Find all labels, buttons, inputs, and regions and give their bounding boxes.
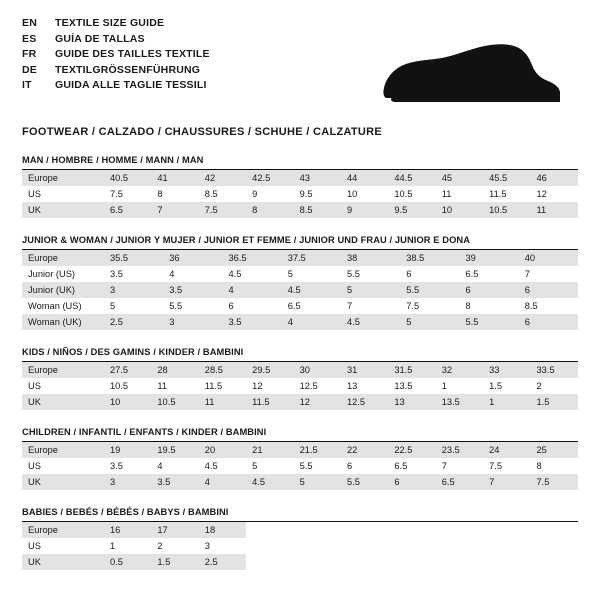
size-cell: 24 bbox=[483, 442, 530, 458]
size-cell: 5 bbox=[400, 314, 459, 330]
row-label: UK bbox=[22, 202, 104, 218]
table-row bbox=[22, 282, 578, 298]
size-table-block bbox=[22, 347, 578, 410]
size-cell: 40 bbox=[519, 250, 578, 266]
size-table bbox=[22, 522, 578, 570]
size-cell: 38.5 bbox=[400, 250, 459, 266]
size-cell: 19 bbox=[104, 442, 151, 458]
size-cell: 4 bbox=[163, 266, 222, 282]
size-cell: 2.5 bbox=[199, 554, 246, 570]
size-cell: 3.5 bbox=[151, 474, 198, 490]
table-row bbox=[22, 314, 578, 330]
language-title: GUÍA DE TALLAS bbox=[55, 32, 145, 45]
size-cell: 29.5 bbox=[246, 362, 293, 378]
size-cell: 8.5 bbox=[294, 202, 341, 218]
size-table-heading: KIDS / NIÑOS / DES GAMINS / KINDER / BAMBINI bbox=[22, 347, 578, 362]
size-cell: 5.5 bbox=[341, 474, 388, 490]
size-cell: 6 bbox=[519, 314, 578, 330]
size-cell bbox=[436, 554, 483, 570]
size-cell: 16 bbox=[104, 522, 151, 538]
size-cell: 1.5 bbox=[531, 394, 578, 410]
size-cell: 3.5 bbox=[104, 266, 163, 282]
table-row bbox=[22, 170, 578, 186]
size-cell bbox=[531, 538, 578, 554]
size-cell: 3 bbox=[104, 282, 163, 298]
size-cell: 4 bbox=[151, 458, 198, 474]
size-cell: 46 bbox=[531, 170, 578, 186]
table-row bbox=[22, 394, 578, 410]
row-label: UK bbox=[22, 474, 104, 490]
size-cell: 2 bbox=[151, 538, 198, 554]
size-cell: 6.5 bbox=[388, 458, 435, 474]
size-cell: 13 bbox=[341, 378, 388, 394]
size-cell: 1.5 bbox=[151, 554, 198, 570]
size-cell: 3.5 bbox=[104, 458, 151, 474]
size-cell: 4.5 bbox=[341, 314, 400, 330]
size-cell: 32 bbox=[436, 362, 483, 378]
size-cell: 1 bbox=[104, 538, 151, 554]
language-title: GUIDE DES TAILLES TEXTILE bbox=[55, 48, 210, 60]
size-cell bbox=[246, 554, 293, 570]
table-row bbox=[22, 250, 578, 266]
size-cell: 7.5 bbox=[199, 202, 246, 218]
size-cell: 10 bbox=[104, 394, 151, 410]
size-cell: 40.5 bbox=[104, 170, 151, 186]
size-cell: 33.5 bbox=[531, 362, 578, 378]
size-cell: 25 bbox=[531, 442, 578, 458]
table-row bbox=[22, 458, 578, 474]
language-title: GUIDA ALLE TAGLIE TESSILI bbox=[55, 79, 207, 91]
size-cell: 13.5 bbox=[388, 378, 435, 394]
size-table-heading: MAN / HOMBRE / HOMME / MANN / MAN bbox=[22, 155, 578, 170]
size-cell: 6 bbox=[400, 266, 459, 282]
size-table-heading: CHILDREN / INFANTIL / ENFANTS / KINDER / BAMBINI bbox=[22, 427, 578, 442]
size-cell bbox=[531, 554, 578, 570]
size-cell: 28.5 bbox=[199, 362, 246, 378]
size-cell bbox=[436, 522, 483, 538]
size-cell: 6.5 bbox=[104, 202, 151, 218]
size-cell bbox=[483, 554, 530, 570]
size-cell: 3.5 bbox=[223, 314, 282, 330]
size-cell: 42.5 bbox=[246, 170, 293, 186]
size-cell: 4.5 bbox=[223, 266, 282, 282]
size-cell: 11.5 bbox=[199, 378, 246, 394]
size-cell: 11 bbox=[151, 378, 198, 394]
row-label: US bbox=[22, 186, 104, 202]
size-cell: 31.5 bbox=[388, 362, 435, 378]
language-title: TEXTILE SIZE GUIDE bbox=[55, 17, 165, 29]
size-cell: 6 bbox=[519, 282, 578, 298]
size-cell: 10.5 bbox=[483, 202, 530, 218]
size-cell: 10.5 bbox=[388, 186, 435, 202]
language-row bbox=[22, 16, 352, 32]
size-cell: 12 bbox=[531, 186, 578, 202]
size-cell bbox=[246, 538, 293, 554]
size-cell: 9.5 bbox=[294, 186, 341, 202]
size-cell: 33 bbox=[483, 362, 530, 378]
size-cell: 10 bbox=[341, 186, 388, 202]
size-cell: 12 bbox=[294, 394, 341, 410]
size-cell: 44.5 bbox=[388, 170, 435, 186]
size-cell: 8 bbox=[460, 298, 519, 314]
size-cell: 31 bbox=[341, 362, 388, 378]
table-row bbox=[22, 266, 578, 282]
size-cell: 5.5 bbox=[163, 298, 222, 314]
size-cell bbox=[341, 522, 388, 538]
size-cell: 30 bbox=[294, 362, 341, 378]
size-cell bbox=[436, 538, 483, 554]
size-table-heading: BABIES / BEBÉS / BÉBÉS / BABYS / BAMBINI bbox=[22, 507, 578, 522]
size-cell: 43 bbox=[294, 170, 341, 186]
size-cell: 11 bbox=[199, 394, 246, 410]
size-cell: 21.5 bbox=[294, 442, 341, 458]
table-row bbox=[22, 186, 578, 202]
language-code: ES bbox=[22, 32, 37, 45]
size-cell: 21 bbox=[246, 442, 293, 458]
size-cell: 5.5 bbox=[294, 458, 341, 474]
size-cell: 8 bbox=[246, 202, 293, 218]
size-cell bbox=[294, 522, 341, 538]
size-cell: 6 bbox=[388, 474, 435, 490]
size-cell: 39 bbox=[460, 250, 519, 266]
size-cell: 5 bbox=[282, 266, 341, 282]
size-cell: 8 bbox=[531, 458, 578, 474]
size-cell bbox=[294, 538, 341, 554]
size-cell: 4.5 bbox=[282, 282, 341, 298]
row-label: UK bbox=[22, 394, 104, 410]
size-cell: 5 bbox=[341, 282, 400, 298]
language-row bbox=[22, 32, 352, 48]
size-cell bbox=[246, 522, 293, 538]
size-cell: 38 bbox=[341, 250, 400, 266]
size-cell: 5 bbox=[104, 298, 163, 314]
row-label: Woman (US) bbox=[22, 298, 104, 314]
size-cell: 9.5 bbox=[388, 202, 435, 218]
size-cell: 27.5 bbox=[104, 362, 151, 378]
size-cell: 7.5 bbox=[400, 298, 459, 314]
size-cell: 4.5 bbox=[199, 458, 246, 474]
size-cell: 3 bbox=[104, 474, 151, 490]
table-row bbox=[22, 378, 578, 394]
size-cell bbox=[531, 522, 578, 538]
page-title: FOOTWEAR / CALZADO / CHAUSSURES / SCHUHE / CALZATURE bbox=[22, 126, 383, 138]
language-code: DE bbox=[22, 63, 37, 76]
size-cell: 20 bbox=[199, 442, 246, 458]
language-row bbox=[22, 47, 352, 63]
size-cell: 28 bbox=[151, 362, 198, 378]
row-label: Junior (UK) bbox=[22, 282, 104, 298]
language-code: IT bbox=[22, 79, 32, 91]
size-cell: 1 bbox=[483, 394, 530, 410]
size-cell: 4 bbox=[282, 314, 341, 330]
size-tables-container bbox=[22, 155, 578, 570]
row-label: US bbox=[22, 538, 104, 554]
size-cell: 7 bbox=[341, 298, 400, 314]
size-cell: 7 bbox=[483, 474, 530, 490]
size-cell: 7 bbox=[436, 458, 483, 474]
size-cell: 13 bbox=[388, 394, 435, 410]
size-cell: 7.5 bbox=[104, 186, 151, 202]
size-cell: 7 bbox=[519, 266, 578, 282]
size-cell bbox=[341, 554, 388, 570]
size-table-block bbox=[22, 507, 578, 570]
size-cell: 9 bbox=[341, 202, 388, 218]
size-table bbox=[22, 170, 578, 218]
size-cell: 5.5 bbox=[400, 282, 459, 298]
size-cell bbox=[388, 538, 435, 554]
size-cell: 11.5 bbox=[246, 394, 293, 410]
size-cell: 2 bbox=[531, 378, 578, 394]
size-cell: 36 bbox=[163, 250, 222, 266]
size-cell: 44 bbox=[341, 170, 388, 186]
size-cell: 7.5 bbox=[483, 458, 530, 474]
size-cell: 22.5 bbox=[388, 442, 435, 458]
size-table-heading: JUNIOR & WOMAN / JUNIOR Y MUJER / JUNIOR ET FEMME / JUNIOR UND FRAU / JUNIOR E DONA bbox=[22, 235, 578, 250]
size-cell: 5.5 bbox=[341, 266, 400, 282]
row-label: UK bbox=[22, 554, 104, 570]
size-cell: 45.5 bbox=[483, 170, 530, 186]
size-table-block bbox=[22, 427, 578, 490]
size-cell: 12.5 bbox=[294, 378, 341, 394]
row-label: US bbox=[22, 458, 104, 474]
size-cell: 12 bbox=[246, 378, 293, 394]
size-cell: 9 bbox=[246, 186, 293, 202]
size-cell: 36.5 bbox=[223, 250, 282, 266]
size-cell: 12.5 bbox=[341, 394, 388, 410]
size-cell: 6.5 bbox=[460, 266, 519, 282]
size-cell: 11 bbox=[531, 202, 578, 218]
size-cell: 22 bbox=[341, 442, 388, 458]
size-cell: 11 bbox=[436, 186, 483, 202]
size-cell: 1 bbox=[436, 378, 483, 394]
size-cell bbox=[388, 522, 435, 538]
size-cell: 4.5 bbox=[246, 474, 293, 490]
size-cell: 0.5 bbox=[104, 554, 151, 570]
size-cell: 6 bbox=[460, 282, 519, 298]
language-title: TEXTILGRÖSSENFÜHRUNG bbox=[55, 63, 201, 76]
size-cell: 19.5 bbox=[151, 442, 198, 458]
size-table-block bbox=[22, 235, 578, 330]
row-label: Europe bbox=[22, 442, 104, 458]
size-cell: 8 bbox=[151, 186, 198, 202]
size-table bbox=[22, 362, 578, 410]
size-cell: 8.5 bbox=[519, 298, 578, 314]
table-row bbox=[22, 554, 578, 570]
size-cell: 10.5 bbox=[104, 378, 151, 394]
size-cell: 3 bbox=[163, 314, 222, 330]
row-label: Woman (UK) bbox=[22, 314, 104, 330]
size-cell: 5.5 bbox=[460, 314, 519, 330]
size-cell: 4 bbox=[223, 282, 282, 298]
size-cell bbox=[483, 522, 530, 538]
table-row bbox=[22, 442, 578, 458]
size-cell: 5 bbox=[246, 458, 293, 474]
size-cell: 4 bbox=[199, 474, 246, 490]
table-row bbox=[22, 474, 578, 490]
document-header bbox=[22, 16, 578, 112]
size-cell: 2.5 bbox=[104, 314, 163, 330]
language-code: FR bbox=[22, 48, 37, 60]
size-cell: 8.5 bbox=[199, 186, 246, 202]
table-row bbox=[22, 522, 578, 538]
size-cell: 18 bbox=[199, 522, 246, 538]
row-label: Europe bbox=[22, 170, 104, 186]
size-table bbox=[22, 250, 578, 330]
size-cell: 42 bbox=[199, 170, 246, 186]
size-cell: 3.5 bbox=[163, 282, 222, 298]
size-cell: 17 bbox=[151, 522, 198, 538]
size-cell: 45 bbox=[436, 170, 483, 186]
size-cell: 35.5 bbox=[104, 250, 163, 266]
size-cell: 10.5 bbox=[151, 394, 198, 410]
dress-shoe-icon bbox=[372, 38, 562, 110]
table-row bbox=[22, 362, 578, 378]
size-cell bbox=[483, 538, 530, 554]
size-table bbox=[22, 442, 578, 490]
table-row bbox=[22, 202, 578, 218]
row-label: Junior (US) bbox=[22, 266, 104, 282]
row-label: Europe bbox=[22, 250, 104, 266]
size-cell bbox=[388, 554, 435, 570]
language-row bbox=[22, 63, 352, 79]
language-row bbox=[22, 78, 352, 94]
row-label: US bbox=[22, 378, 104, 394]
size-cell: 7 bbox=[151, 202, 198, 218]
size-cell: 11.5 bbox=[483, 186, 530, 202]
size-cell: 41 bbox=[151, 170, 198, 186]
size-cell bbox=[294, 554, 341, 570]
language-code: EN bbox=[22, 17, 37, 29]
size-cell: 1.5 bbox=[483, 378, 530, 394]
size-cell: 6.5 bbox=[282, 298, 341, 314]
size-cell: 13.5 bbox=[436, 394, 483, 410]
size-cell: 6 bbox=[341, 458, 388, 474]
size-cell: 6.5 bbox=[436, 474, 483, 490]
row-label: Europe bbox=[22, 522, 104, 538]
size-cell: 7.5 bbox=[531, 474, 578, 490]
row-label: Europe bbox=[22, 362, 104, 378]
size-cell: 23.5 bbox=[436, 442, 483, 458]
size-cell: 6 bbox=[223, 298, 282, 314]
size-cell: 37.5 bbox=[282, 250, 341, 266]
size-table-block bbox=[22, 155, 578, 218]
size-cell: 10 bbox=[436, 202, 483, 218]
language-title-list bbox=[22, 16, 352, 94]
size-cell: 3 bbox=[199, 538, 246, 554]
size-cell: 5 bbox=[294, 474, 341, 490]
size-cell bbox=[341, 538, 388, 554]
table-row bbox=[22, 298, 578, 314]
table-row bbox=[22, 538, 578, 554]
